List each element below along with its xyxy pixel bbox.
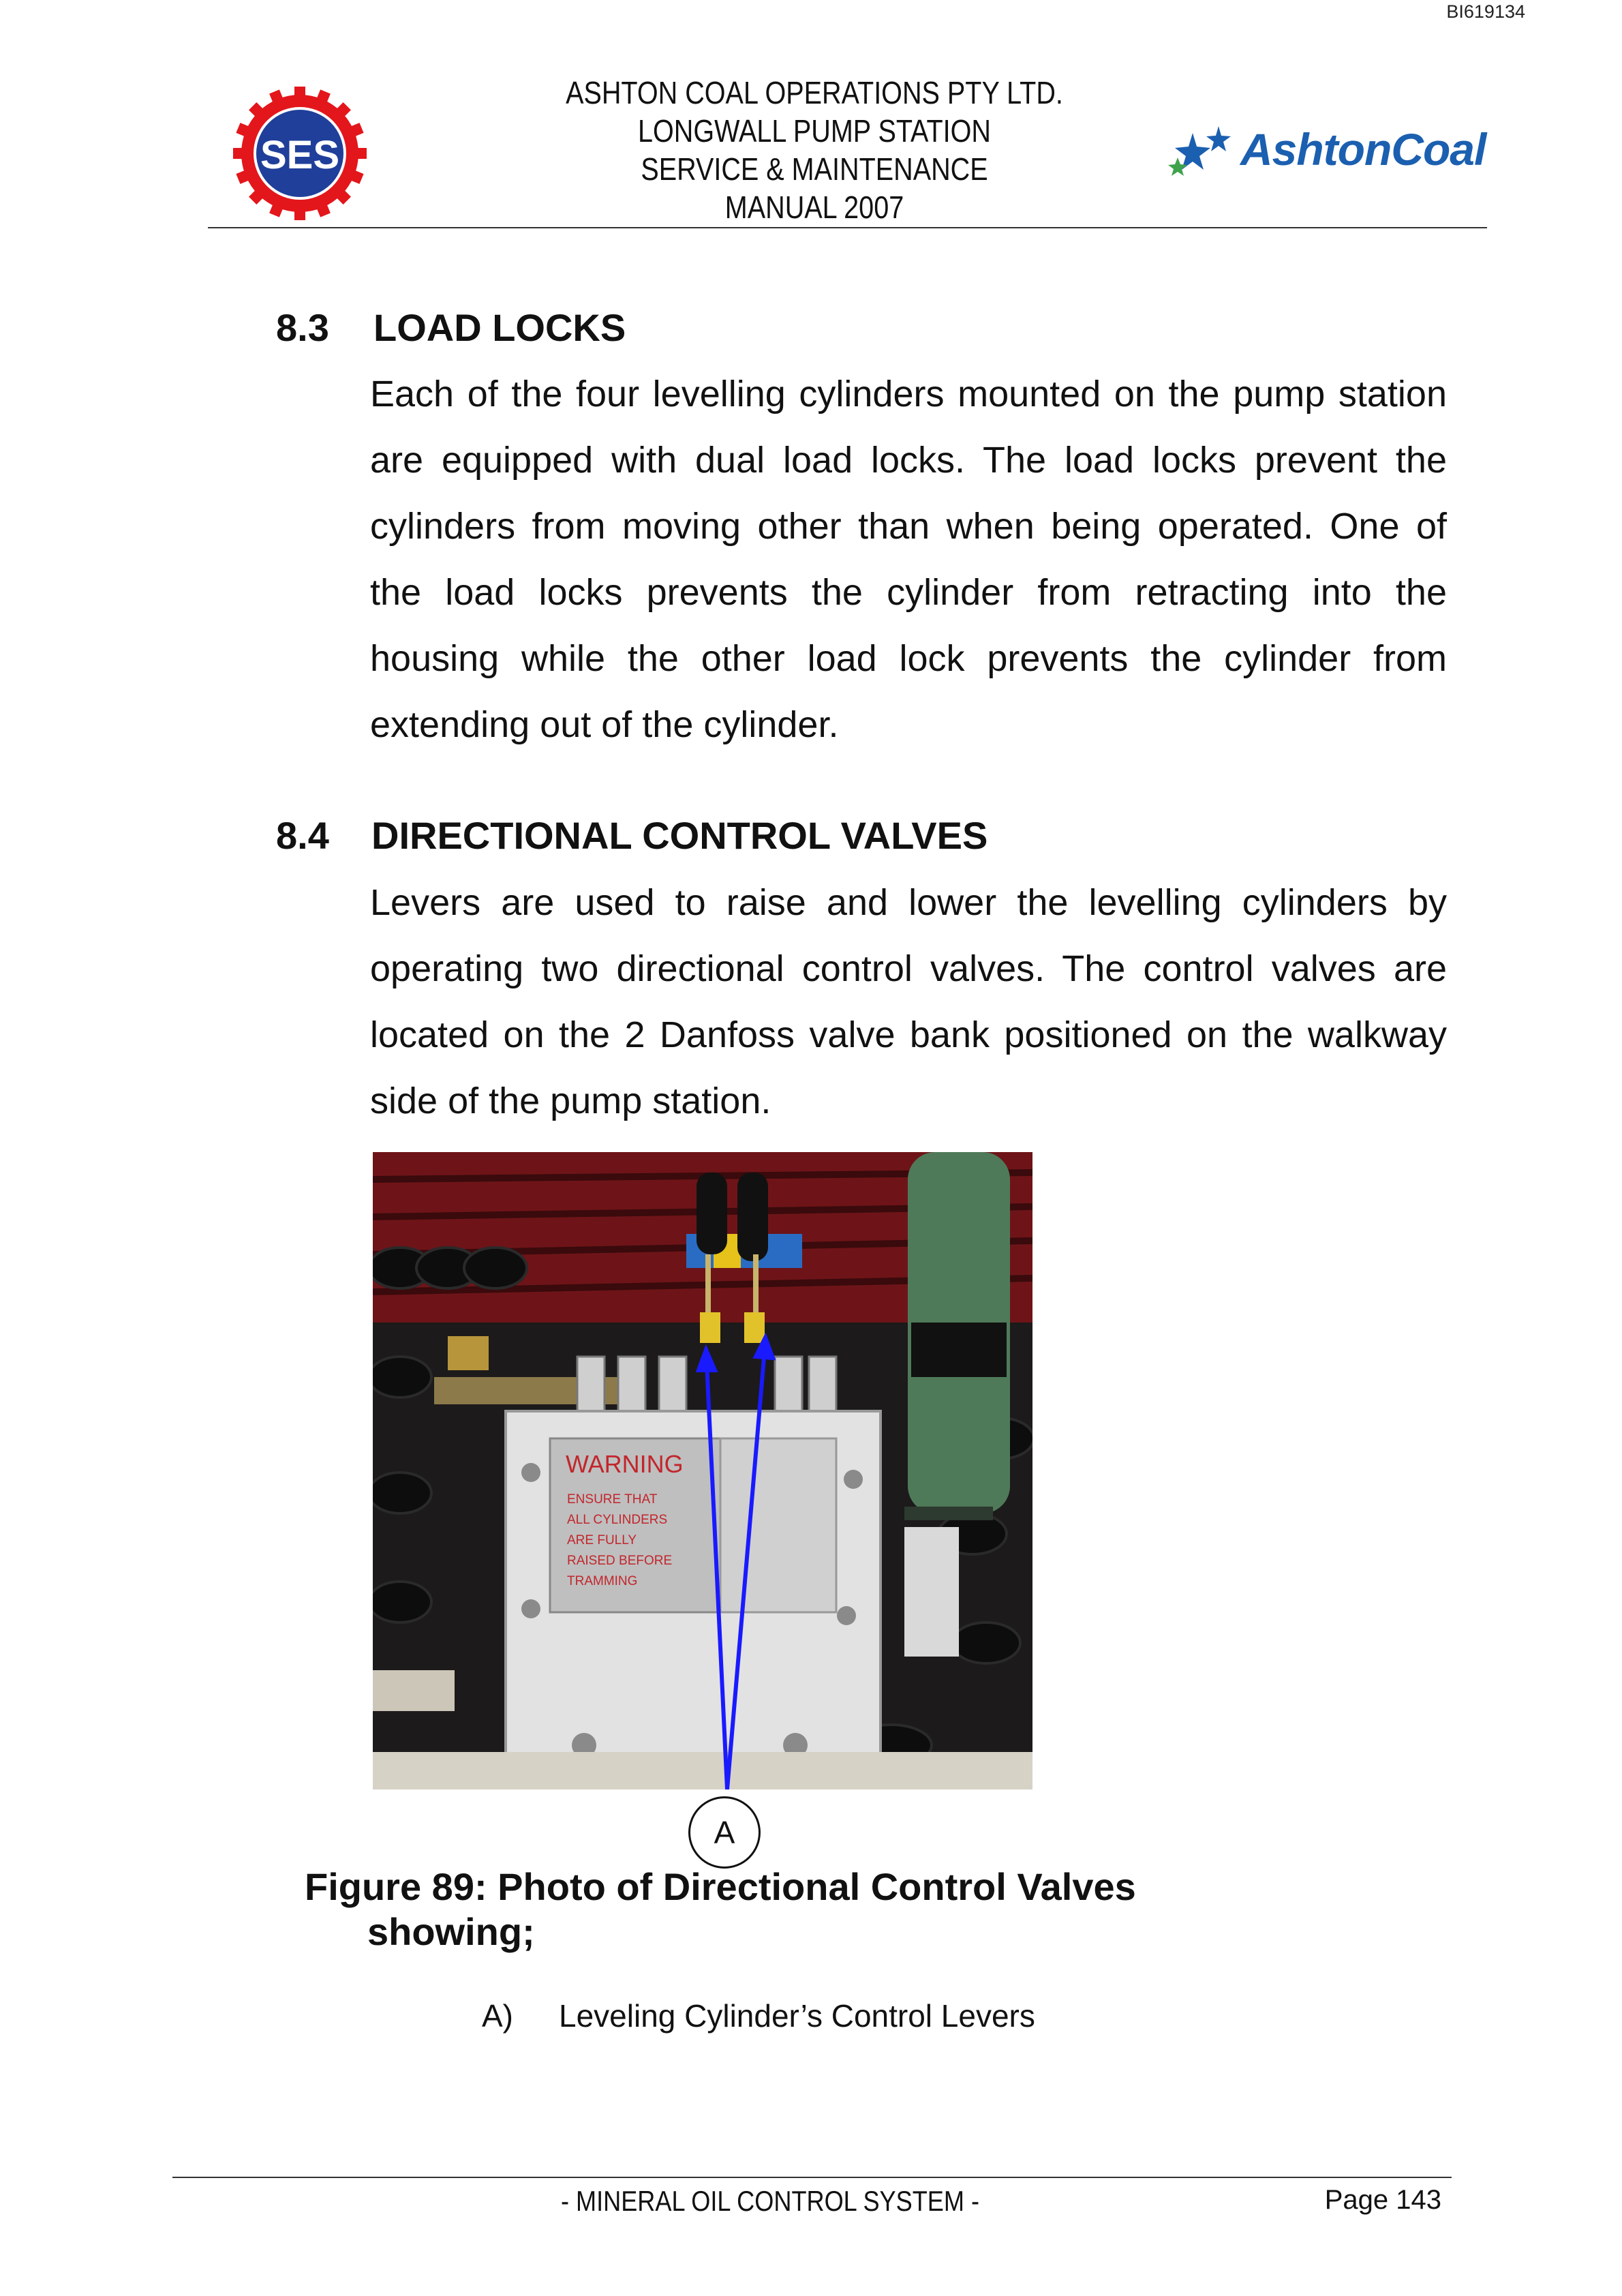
ashton-star-icon [1165, 119, 1240, 187]
footer-section-title: - MINERAL OIL CONTROL SYSTEM - [560, 2185, 980, 2217]
ses-logo [232, 85, 368, 222]
footer-rule [172, 2177, 1452, 2178]
header-rule [208, 227, 1487, 228]
figure-caption-line-2: showing; [367, 1910, 535, 1953]
section-body-directional-control-valves: Levers are used to raise and lower the levelling cylinders by operating two directional control valves. The control valves are located on the 2 Danfoss valve bank positioned on the walkway side of the pump station. [370, 882, 1447, 1121]
photo-warning-line-4: RAISED BEFORE [567, 1554, 673, 1568]
photo-warning-line-1: ENSURE THAT [567, 1492, 658, 1507]
section-body-load-locks: Each of the four levelling cylinders mounted on the pump station are equipped with dual load locks. The load locks prevent the cylinders from moving other than when being operated. One of the load locks prevents the cylinder from retracting into the housing while the other load lock prevents the cylinder from extending out of the cylinder. [370, 374, 1447, 745]
ashton-coal-logo [1165, 119, 1486, 187]
figure-caption-line-1: Figure 89: Photo of Directional Control Valves [305, 1865, 1136, 1908]
photo-warning-line-2: ALL CYLINDERS [567, 1513, 668, 1527]
section-number-8-3: 8.3 [276, 306, 329, 349]
header-line-manual: MANUAL 2007 [724, 190, 904, 225]
photo-warning-line-3: ARE FULLY [567, 1533, 637, 1547]
page-number: Page 143 [1324, 2185, 1441, 2215]
section-title-load-locks: LOAD LOCKS [373, 306, 626, 349]
callout-a: A [688, 1796, 761, 1869]
photo-warning-title: WARNING [566, 1450, 684, 1478]
header-line-company: ASHTON COAL OPERATIONS PTY LTD. [566, 75, 1063, 110]
section-number-8-4: 8.4 [276, 814, 329, 857]
header-title-block [524, 74, 1104, 226]
header-line-service: SERVICE & MAINTENANCE [641, 151, 988, 187]
header-line-station: LONGWALL PUMP STATION [637, 113, 992, 149]
photo-warning-line-5: TRAMMING [567, 1574, 638, 1588]
figure-photo-control-valves [373, 1152, 1032, 1789]
section-title-directional-control-valves: DIRECTIONAL CONTROL VALVES [371, 814, 988, 857]
figure-item-text: Leveling Cylinder’s Control Levers [559, 1998, 1035, 2034]
document-id: BI619134 [1446, 1, 1525, 22]
ashton-coal-wordmark: AshtonCoal [1240, 124, 1486, 175]
figure-caption [305, 1864, 1191, 1954]
ses-logo-text: SES [260, 133, 340, 177]
figure-item-letter: A) [482, 1998, 513, 2034]
